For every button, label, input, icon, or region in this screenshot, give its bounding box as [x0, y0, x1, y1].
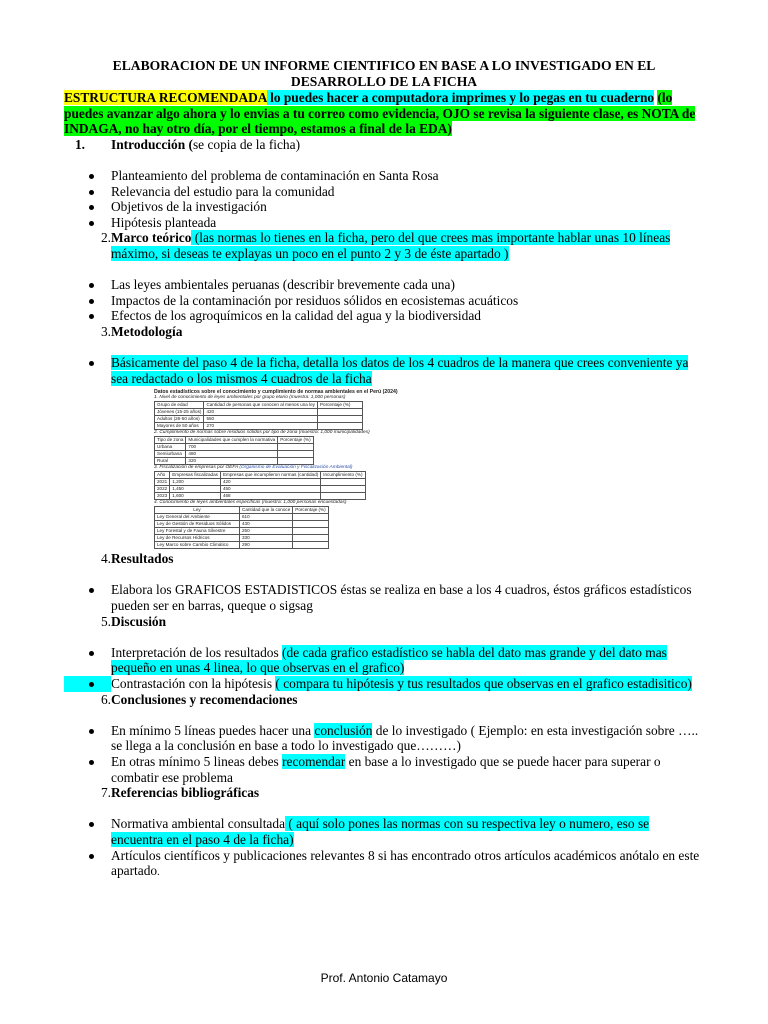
embedded-data-tables-image: Datos estadísticos sobre el conocimiento y cumplimiento de normas ambientales en el Perú (2024) 1. Nivel de conocimiento de leyes ambientales por grupo etario (muestra: 1,000 personas) Grupo de edad Cantidad de personas que conocen al menos una ley Porcentaje (%) Jóvenes (15-25 años) 420 Adultos (26-50 años) 550 Mayores de 50 años 270 2. Cumplimiento de normas sobre residuos sólidos por tipo de zona (muestra: 1,000 municipalidades) Tipo de zona Municipalidades que cumplen la normativa Porcentaje (%) Urbana 700 Semiurbana 480 Rural 320 3. Fiscalización de empresas por OEFA (Organismo de Evaluación y Fiscalización Ambiental) Año Empresas fiscalizadas Empresas que incumplieron normas (cantidad) Incumplimiento (%) 2021 1,200 420 2022 1,450 450 2023 1,600 468 4. Conocimiento de leyes ambientales específicas (muestra: 1,000 personas encuestadas) Ley Cantidad que la conoce Porcentaje (%) Ley General del Ambiente 610 Ley de Gestión de Residuos Sólidos 430 Ley Forestal y de Fauna Silvestre 250 Ley de Recursos Hídricos 330 Ley Marco sobre Cambio Climático 290: [154, 389, 444, 549]
figure-heading: Datos estadísticos sobre el conocimiento y cumplimiento de normas ambientales en el Perú (2024): [154, 389, 398, 396]
list-item: En mínimo 5 líneas puedes hacer una conclusión de lo investigado ( Ejemplo: en esta investigación sobre ….. se llega a la conclusión en base a todo lo investigado que………): [64, 723, 704, 754]
intro-paragraph: [64, 90, 704, 137]
list-item: En otras mínimo 5 lineas debes recomendar en base a lo investigado que se puede hacer para superar o combatir ese problema: [64, 754, 704, 785]
table-laws: Ley Cantidad que la conoce Porcentaje (%) Ley General del Ambiente 610 Ley de Gestión de Residuos Sólidos 430 Ley Forestal y de Fauna Silvestre 250 Ley de Recursos Hídricos 330 Ley Marco sobre Cambio Climático 290: [154, 506, 329, 549]
bullet-icon: [89, 729, 94, 734]
bullet-icon: [89, 190, 94, 195]
section-title: Conclusiones y recomendaciones: [111, 691, 298, 707]
section-note: (las normas lo tienes en la ficha, pero del que crees mas importante hablar unas 10 líneas máximo, si deseas te explayas un poco en el punto 2 y 3 de éste apartado ): [111, 230, 671, 261]
bullet-icon: [89, 205, 94, 210]
bullet-icon: [89, 314, 94, 319]
document-title: ELABORACION DE UN INFORME CIENTIFICO EN BASE A LO INVESTIGADO EN EL DESARROLLO DE LA FICHA: [112, 58, 656, 89]
section-4-heading: 4. Resultados: [100, 551, 174, 567]
list-item: Hipótesis planteada: [64, 215, 704, 231]
table-age-groups: Grupo de edad Cantidad de personas que conocen al menos una ley Porcentaje (%) Jóvenes (15-25 años) 420 Adultos (26-50 años) 550 Mayores de 50 años 270: [154, 401, 363, 430]
section-note: se copia de la ficha): [192, 136, 301, 152]
section-2-heading: 2. Marco teórico (las normas lo tienes en la ficha, pero del que crees mas importante hablar unas 10 líneas máximo, si deseas te explayas un poco en el punto 2 y 3 de éste apartado ): [100, 230, 671, 261]
list-item: Contrastación con la hipótesis ( compara tu hipótesis y tus resultados que observas en el grafico estadisitico): [64, 676, 704, 692]
list-item: Elabora los GRAFICOS ESTADISTICOS éstas se realiza en base a los 4 cuadros, éstos gráficos estadísticos pueden ser en barras, queque o sigsag: [64, 582, 704, 613]
footer-author: Prof. Antonio Catamayo: [320, 971, 448, 985]
section-5-heading: 5. Discusión: [100, 613, 167, 629]
table-zones: Tipo de zona Municipalidades que cumplen la normativa Porcentaje (%) Urbana 700 Semiurbana 480 Rural 320: [154, 436, 314, 465]
bullet-icon: [89, 283, 94, 288]
section-6-heading: 6. Conclusiones y recomendaciones: [100, 691, 298, 707]
bullet-icon: [89, 174, 94, 179]
section-title: Metodología: [111, 323, 183, 339]
section-title: Referencias bibliográficas: [111, 785, 260, 801]
list-item: Objetivos de la investigación: [64, 199, 704, 215]
intro-highlight-cyan: lo puedes hacer a computadora imprimes y lo pegas en tu cuaderno: [266, 90, 655, 105]
section-title: Introducción (: [111, 136, 193, 152]
section-7-heading: 7. Referencias bibliográficas: [100, 785, 260, 801]
bullet-icon: [89, 588, 94, 593]
bullet-icon: [89, 682, 94, 687]
intro-highlight-yellow: ESTRUCTURA RECOMENDADA: [64, 90, 267, 105]
bullet-icon: [89, 221, 94, 226]
bullet-icon: [89, 854, 94, 859]
list-item: Impactos de la contaminación por residuos sólidos en ecosistemas acuáticos: [64, 293, 704, 309]
section-title: Resultados: [111, 551, 174, 567]
section-title: Marco teórico: [111, 230, 192, 246]
list-item: Básicamente del paso 4 de la ficha, detalla los datos de los 4 cuadros de la manera que crees conveniente ya sea redactado o los mismos 4 cuadros de la ficha: [64, 355, 704, 386]
section-3-heading: 3. Metodología: [100, 323, 183, 339]
bullet-icon: [89, 760, 94, 765]
table-oefa: Año Empresas fiscalizadas Empresas que incumplieron normas (cantidad) Incumplimiento (%) 2021 1,200 420 2022 1,450 450 2023 1,600 468: [154, 471, 366, 500]
list-item: Normativa ambiental consultada ( aquí solo pones las normas con su respectiva ley o numero, eso se encuentra en el paso 4 de la ficha): [64, 816, 704, 847]
list-item: Las leyes ambientales peruanas (describir brevemente cada una): [64, 277, 704, 293]
list-item: Planteamiento del problema de contaminación en Santa Rosa: [64, 168, 704, 184]
document-page: [64, 58, 704, 881]
bullet-icon: [89, 822, 94, 827]
section-title: Discusión: [111, 613, 167, 629]
list-item: Relevancia del estudio para la comunidad: [64, 184, 704, 200]
bullet-icon: [89, 299, 94, 304]
section-number: 1.: [74, 136, 85, 152]
list-item: Interpretación de los resultados (de cada grafico estadístico se habla del dato mas grande y del dato mas pequeño en unas 4 linea, lo que observas en el grafico): [64, 645, 704, 676]
section-1-heading: [64, 137, 704, 153]
intro-highlight-green: (lo puedes avanzar algo ahora y lo envias a tu correo como evidencia, OJO se revisa la siguiente clase, es NOTA de INDAGA, no hay otro día, por el tiempo, estamos a final de la EDA): [64, 90, 696, 137]
list-item: Artículos científicos y publicaciones relevantes 8 si has encontrado otros artículos académicos anótalo en este apartado.: [64, 848, 704, 881]
bullet-icon: [89, 651, 94, 656]
list-item: Efectos de los agroquímicos en la calidad del agua y la biodiversidad: [64, 308, 704, 324]
bullet-icon: [89, 361, 94, 366]
